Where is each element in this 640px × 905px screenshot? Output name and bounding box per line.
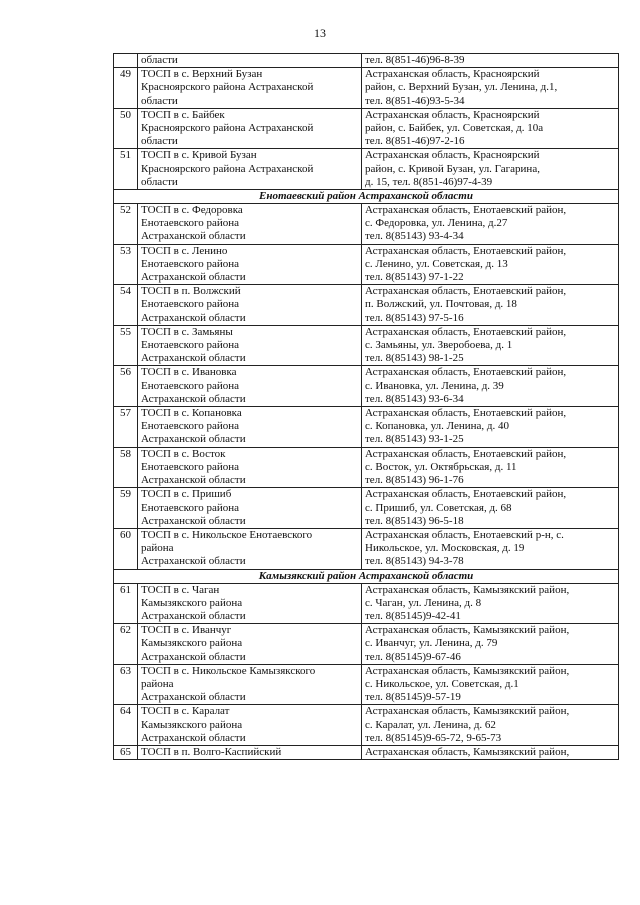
address-cell	[362, 244, 619, 285]
office-name-line: Красноярского района Астраханской	[141, 122, 314, 135]
address-line: тел. 8(851-46)97-2-16	[365, 135, 465, 148]
table-row	[114, 624, 619, 665]
office-name-line: ТОСП в с. Ивановка	[141, 366, 237, 379]
address-line: тел. 8(85143) 98-1-25	[365, 352, 464, 365]
office-name-cell	[138, 407, 362, 448]
office-name-cell	[138, 244, 362, 285]
address-line: Астраханская область, Камызякский район,	[365, 624, 570, 637]
table-row	[114, 583, 619, 624]
address-line: Астраханская область, Енотаевский район,	[365, 366, 567, 379]
office-name-line: Астраханской области	[141, 392, 246, 405]
address-line: с. Никольское, ул. Советская, д.1	[365, 677, 519, 690]
row-number: 49	[114, 68, 138, 109]
office-name-line: ТОСП в с. Замьяны	[141, 325, 233, 338]
address-line: Астраханская область, Красноярский	[365, 108, 540, 121]
row-number: 58	[114, 447, 138, 488]
address-line: тел. 8(85145)9-67-46	[365, 650, 461, 663]
address-line: тел. 8(85145)9-65-72, 9-65-73	[365, 731, 502, 744]
address-line: Астраханская область, Красноярский	[365, 149, 540, 162]
office-name-line: ТОСП в п. Волжский	[141, 285, 241, 298]
address-line: Астраханская область, Камызякский район,	[365, 583, 570, 596]
office-name-line: района	[141, 542, 174, 555]
office-name-line: Енотаевского района	[141, 379, 239, 392]
address-line: с. Федоровка, ул. Ленина, д.27	[365, 217, 508, 230]
row-number: 63	[114, 664, 138, 705]
address-line: Астраханская область, Енотаевский район,	[365, 488, 567, 501]
address-cell	[362, 149, 619, 190]
office-name-line: области	[141, 175, 178, 188]
office-name-line: Красноярского района Астраханской	[141, 81, 314, 94]
row-number: 55	[114, 325, 138, 366]
table-row	[114, 528, 619, 569]
table-row	[114, 705, 619, 746]
office-name-line: области	[141, 54, 178, 66]
office-name-cell	[138, 447, 362, 488]
office-name-line: Астраханской области	[141, 514, 246, 527]
row-number: 57	[114, 407, 138, 448]
row-number: 53	[114, 244, 138, 285]
office-name-line: Красноярского района Астраханской	[141, 162, 314, 175]
address-line: тел. 8(85143) 96-5-18	[365, 514, 464, 527]
office-name-line: Астраханской области	[141, 352, 246, 365]
office-name-line: области	[141, 94, 178, 107]
address-line: с. Ивановка, ул. Ленина, д. 39	[365, 379, 504, 392]
address-cell	[362, 528, 619, 569]
address-line: с. Замьяны, ул. Зверобоева, д. 1	[365, 339, 513, 352]
address-line: Астраханская область, Енотаевский район,	[365, 285, 567, 298]
address-line: район, с. Байбек, ул. Советская, д. 10а	[365, 122, 544, 135]
office-name-line: Енотаевского района	[141, 257, 239, 270]
office-name-line: Камызякского района	[141, 596, 243, 609]
office-name-line: Енотаевского района	[141, 460, 239, 473]
address-cell	[362, 624, 619, 665]
office-name-line: ТОСП в с. Кривой Бузан	[141, 149, 257, 162]
address-line: тел. 8(851-46)93-5-34	[365, 94, 465, 107]
row-number: 50	[114, 108, 138, 149]
row-number: 65	[114, 745, 138, 759]
address-line: Астраханская область, Камызякский район,	[365, 664, 570, 677]
address-line: Астраханская область, Камызякский район,	[365, 705, 570, 718]
address-cell	[362, 204, 619, 245]
office-name-cell	[138, 366, 362, 407]
table-row	[114, 488, 619, 529]
table-row	[114, 745, 619, 759]
office-name-line: ТОСП в п. Волго-Каспийский	[141, 745, 282, 758]
address-cell	[362, 447, 619, 488]
office-name-line: ТОСП в с. Никольское Енотаевского	[141, 528, 313, 541]
row-number: 51	[114, 149, 138, 190]
address-line: тел. 8(85143) 94-3-78	[365, 555, 464, 568]
table-row	[114, 68, 619, 109]
office-name-line: ТОСП в с. Копановка	[141, 407, 242, 420]
row-number: 52	[114, 204, 138, 245]
address-cell	[362, 325, 619, 366]
table-row	[114, 54, 619, 68]
office-name-cell	[138, 488, 362, 529]
address-line: с. Иванчуг, ул. Ленина, д. 79	[365, 637, 498, 650]
address-cell	[362, 407, 619, 448]
district-section-header	[114, 190, 619, 204]
address-line: Астраханская область, Красноярский	[365, 68, 540, 81]
address-line: тел. 8(85143) 93-4-34	[365, 230, 464, 243]
address-line: с. Пришиб, ул. Советская, д. 68	[365, 501, 512, 514]
address-line: тел. 8(85143) 93-6-34	[365, 392, 464, 405]
address-line: тел. 8(85143) 97-5-16	[365, 311, 464, 324]
office-name-line: района	[141, 677, 174, 690]
row-number: 54	[114, 285, 138, 326]
address-line: тел. 8(85143) 93-1-25	[365, 433, 464, 446]
table-row	[114, 149, 619, 190]
address-line: тел. 8(85145)9-57-19	[365, 691, 461, 704]
address-line: с. Каралат, ул. Ленина, д. 62	[365, 718, 496, 731]
tosp-registry-table	[113, 53, 619, 760]
row-number: 61	[114, 583, 138, 624]
office-name-cell	[138, 204, 362, 245]
address-cell	[362, 705, 619, 746]
office-name-cell	[138, 149, 362, 190]
office-name-cell	[138, 664, 362, 705]
office-name-line: Астраханской области	[141, 731, 246, 744]
address-line: район, с. Кривой Бузан, ул. Гагарина,	[365, 162, 540, 175]
table-row	[114, 447, 619, 488]
address-line: Астраханская область, Енотаевский район,	[365, 407, 567, 420]
office-name-line: ТОСП в с. Байбек	[141, 108, 225, 121]
address-line: Астраханская область, Камызякский район,	[365, 745, 570, 758]
office-name-line: Камызякского района	[141, 718, 243, 731]
address-line: Астраханская область, Енотаевский р-н, с.	[365, 528, 564, 541]
row-number: 60	[114, 528, 138, 569]
row-number: 62	[114, 624, 138, 665]
page-number: 13	[314, 26, 326, 40]
table-row	[114, 366, 619, 407]
office-name-line: Енотаевского района	[141, 501, 239, 514]
office-name-line: Астраханской области	[141, 650, 246, 663]
table-row	[114, 664, 619, 705]
office-name-line: ТОСП в с. Восток	[141, 447, 226, 460]
office-name-cell	[138, 583, 362, 624]
office-name-cell	[138, 285, 362, 326]
table-row	[114, 407, 619, 448]
district-title: Енотаевский район Астраханской области	[114, 190, 619, 204]
table-row	[114, 108, 619, 149]
table-row	[114, 325, 619, 366]
office-name-cell	[138, 54, 362, 68]
address-cell	[362, 54, 619, 68]
address-line: тел. 8(85143) 97-1-22	[365, 271, 464, 284]
office-name-line: ТОСП в с. Федоровка	[141, 204, 243, 217]
address-line: тел. 8(85143) 96-1-76	[365, 474, 464, 487]
office-name-line: ТОСП в с. Каралат	[141, 705, 230, 718]
address-cell	[362, 285, 619, 326]
row-number: 59	[114, 488, 138, 529]
office-name-line: Енотаевского района	[141, 298, 239, 311]
office-name-line: Астраханской области	[141, 691, 246, 704]
address-cell	[362, 108, 619, 149]
office-name-line: Астраханской области	[141, 433, 246, 446]
table-row	[114, 204, 619, 245]
address-line: с. Копановка, ул. Ленина, д. 40	[365, 420, 509, 433]
address-line: район, с. Верхний Бузан, ул. Ленина, д.1,	[365, 81, 558, 94]
address-cell	[362, 583, 619, 624]
office-name-line: ТОСП в с. Никольское Камызякского	[141, 664, 316, 677]
address-line: Никольское, ул. Московская, д. 19	[365, 542, 525, 555]
office-name-cell	[138, 68, 362, 109]
address-line: с. Чаган, ул. Ленина, д. 8	[365, 596, 482, 609]
office-name-line: Астраханской области	[141, 474, 246, 487]
address-line: с. Восток, ул. Октябрьская, д. 11	[365, 460, 517, 473]
address-line: тел. 8(851-46)96-8-39	[365, 54, 465, 66]
office-name-line: ТОСП в с. Пришиб	[141, 488, 232, 501]
office-name-line: Астраханской области	[141, 271, 246, 284]
office-name-line: Астраханской области	[141, 609, 246, 622]
district-section-header	[114, 569, 619, 583]
table-row	[114, 285, 619, 326]
office-name-line: ТОСП в с. Иванчуг	[141, 624, 232, 637]
registry-body	[114, 54, 619, 760]
row-number: 64	[114, 705, 138, 746]
office-name-line: Астраханской области	[141, 230, 246, 243]
row-number	[114, 54, 138, 68]
address-line: Астраханская область, Енотаевский район,	[365, 325, 567, 338]
address-line: д. 15, тел. 8(851-46)97-4-39	[365, 175, 493, 188]
address-cell	[362, 488, 619, 529]
office-name-line: Астраханской области	[141, 555, 246, 568]
district-title: Камызякский район Астраханской области	[114, 569, 619, 583]
address-line: Астраханская область, Енотаевский район,	[365, 447, 567, 460]
office-name-cell	[138, 745, 362, 759]
address-cell	[362, 745, 619, 759]
office-name-cell	[138, 325, 362, 366]
office-name-cell	[138, 528, 362, 569]
office-name-line: ТОСП в с. Чаган	[141, 583, 220, 596]
office-name-cell	[138, 108, 362, 149]
office-name-line: области	[141, 135, 178, 148]
office-name-line: Енотаевского района	[141, 217, 239, 230]
address-cell	[362, 68, 619, 109]
office-name-cell	[138, 705, 362, 746]
office-name-line: Астраханской области	[141, 311, 246, 324]
address-line: Астраханская область, Енотаевский район,	[365, 244, 567, 257]
table-row	[114, 244, 619, 285]
address-line: с. Ленино, ул. Советская, д. 13	[365, 257, 508, 270]
address-cell	[362, 664, 619, 705]
address-line: п. Волжский, ул. Почтовая, д. 18	[365, 298, 517, 311]
office-name-line: Енотаевского района	[141, 420, 239, 433]
address-line: Астраханская область, Енотаевский район,	[365, 204, 567, 217]
office-name-cell	[138, 624, 362, 665]
address-line: тел. 8(85145)9-42-41	[365, 609, 461, 622]
office-name-line: ТОСП в с. Верхний Бузан	[141, 68, 263, 81]
office-name-line: Камызякского района	[141, 637, 243, 650]
office-name-line: ТОСП в с. Ленино	[141, 244, 228, 257]
office-name-line: Енотаевского района	[141, 339, 239, 352]
address-cell	[362, 366, 619, 407]
row-number: 56	[114, 366, 138, 407]
